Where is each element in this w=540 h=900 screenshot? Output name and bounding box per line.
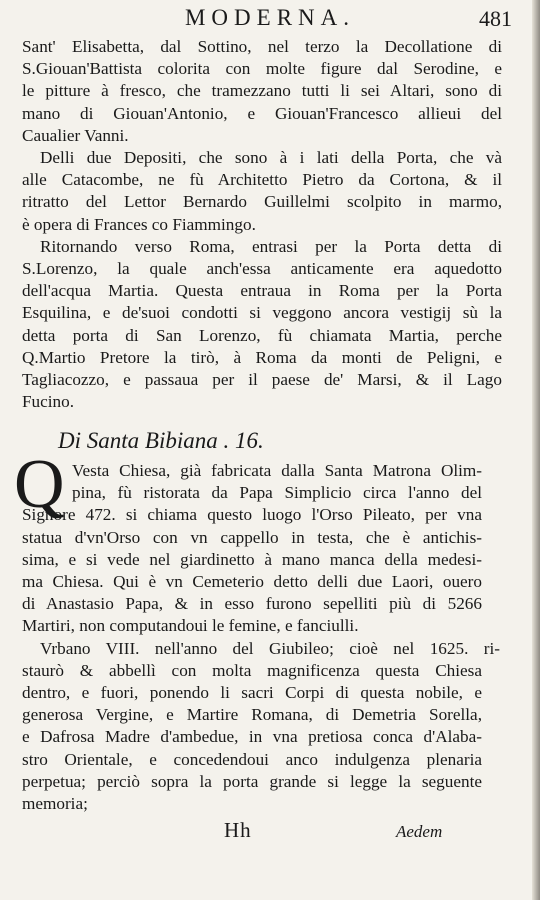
text-line: Ritornando verso Roma, entrasi per la Porta detta di (40, 236, 502, 256)
text-line: staurò & abbellì con molta magnificenza questa Chiesa (22, 660, 482, 680)
text-line: ritratto del Lettor Bernardo Guillelmi scolpito in marmo, (22, 192, 502, 212)
running-header (0, 2, 540, 32)
catchword: Aedem (396, 822, 443, 841)
text-line: dell'acqua Martia. Questa entraua in Roma per la Porta (22, 281, 502, 301)
paragraph-block-2 (22, 460, 500, 815)
text-line: stro Orientale, e concedendoui anco indulgenza plenaria (22, 749, 482, 769)
text-line: S.Lorenzo, la quale anch'essa anticamente era aquedotto (22, 259, 502, 279)
text-line: è opera di Frances co Fiammingo. (22, 214, 256, 234)
text-line: statua d'vn'Orso con vn cappello in testa, che è antichis- (22, 527, 482, 547)
text-line: pina, fù ristorata da Papa Simplicio circa l'anno del (72, 483, 482, 503)
text-line: Vrbano VIII. nell'anno del Giubileo; cioè nel 1625. ri- (40, 638, 500, 658)
text-line: Esquilina, e de'suoi condotti si veggono ancora vestigij sù la (22, 303, 502, 323)
text-line: Sant' Elisabetta, dal Sottino, nel terzo la Decollatione di (22, 37, 502, 56)
drop-cap: Q (14, 446, 65, 523)
running-title: MODERNA. (184, 5, 356, 30)
text-line: Q.Martio Pretore la tirò, à Roma da monti de Peligni, e (22, 347, 502, 367)
text-line: dentro, e fuori, ponendo li sacri Corpi di questa nobile, e (22, 683, 482, 703)
text-line: memoria; (22, 794, 88, 814)
text-line: Martiri, non computandoui le femine, e fanciulli. (22, 616, 359, 636)
text-line: sima, e si vede nel giardinetto à mano manca della medesi- (22, 549, 482, 569)
text-line: le pitture à fresco, che tramezzano tutti li sei Altari, sono di (22, 81, 502, 101)
text-line: Vesta Chiesa, già fabricata dalla Santa Matrona Olim- (72, 461, 482, 480)
text-line: generosa Vergine, e Martire Romana, di Demetria Sorella, (22, 705, 482, 725)
text-line: Caualier Vanni. (22, 125, 129, 145)
text-line: ma Chiesa. Qui è vn Cemeterio detto delli due Laori, ouero (22, 572, 482, 592)
text-line: Signore 472. si chiama questo luogo l'Orso Pileato, per vna (22, 505, 482, 525)
text-line: Tagliacozzo, e passaua per il paese de' Marsi, & il Lago (22, 370, 502, 390)
text-line: e Dafrosa Madre d'ambedue, in vna pretiosa conca d'Alaba- (22, 727, 482, 747)
text-line: perpetua; perciò sopra la porta grande si legge la seguente (22, 771, 482, 791)
page-number: 481 (479, 6, 512, 31)
text-line: alle Catacombe, ne fù Architetto Pietro da Cortona, & il (22, 170, 502, 190)
text-line: mano di Giouan'Antonio, e Giouan'Francesco allieui del (22, 103, 502, 123)
text-line: detta porta di San Lorenzo, fù chiamata Martia, perche (22, 325, 502, 345)
section-heading: Di Santa Bibiana . 16. (58, 428, 264, 453)
text-line: S.Giouan'Battista colorita con molte figure dal Serodine, e (22, 59, 502, 79)
text-line: di Anastasio Papa, & in esso furono sepelliti più di 5266 (22, 594, 482, 614)
paragraph-block-1 (22, 36, 502, 413)
text-line: Fucino. (22, 392, 75, 412)
text-line: Delli due Depositi, che sono à i lati della Porta, che và (40, 148, 502, 168)
signature-mark: Hh (224, 818, 252, 842)
page-edge-shadow (532, 0, 540, 900)
